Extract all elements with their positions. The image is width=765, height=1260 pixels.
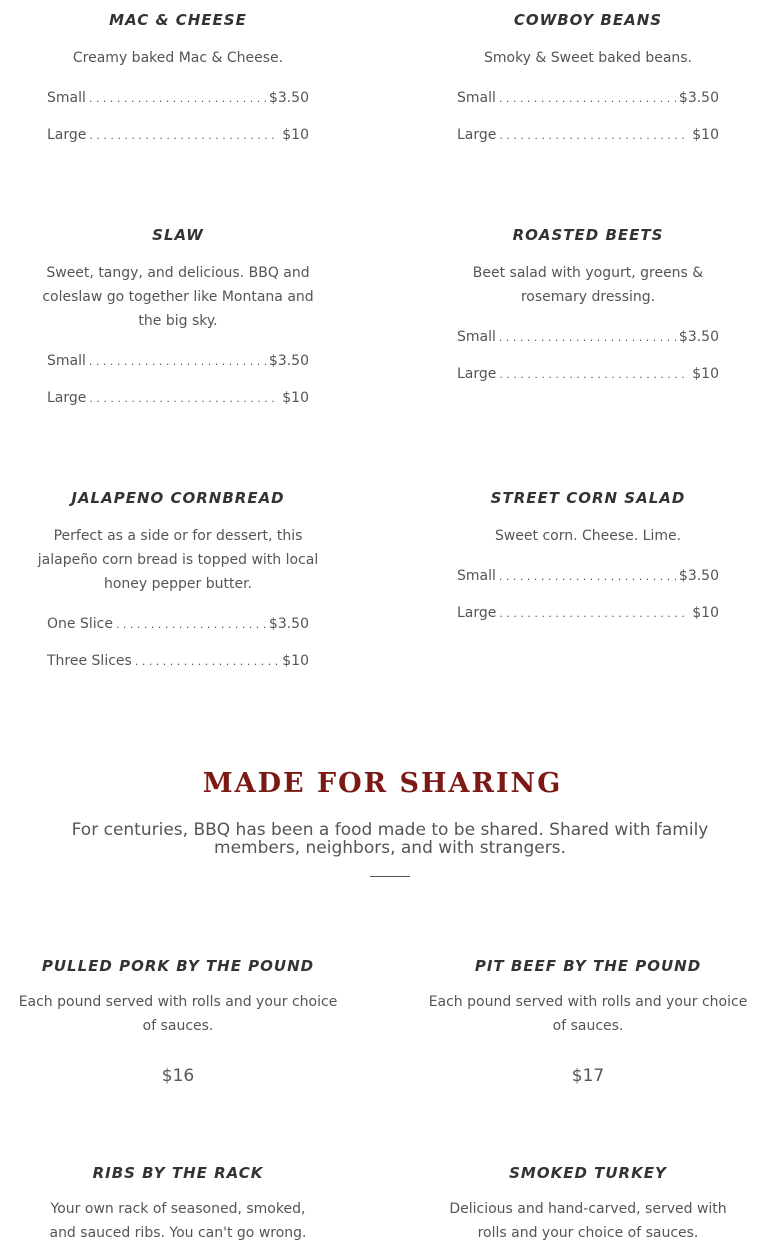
size-label: Small [457,568,496,584]
item-description: Your own rack of seasoned, smoked, and sauced ribs. You can't go wrong. [49,1201,307,1241]
price-row [47,343,309,380]
size-label: Large [457,605,497,621]
price-row [47,117,309,154]
item-description: Each pound served with rolls and your choice of sauces. [428,994,748,1034]
menu-item-smoked-turkey [423,1163,753,1245]
size-label: Small [457,329,496,345]
item-title: JALAPENO CORNBREAD [71,489,285,507]
price-row [457,595,719,632]
price-row [457,117,719,154]
price-row [47,606,309,643]
item-description: Sweet corn. Cheese. Lime. [494,528,682,544]
price-amount: $10 [692,127,719,143]
price-list [47,606,309,680]
item-description: Each pound served with rolls and your choice of sauces. [18,994,338,1034]
menu-item-mac-cheese [13,10,343,154]
menu-item-slaw [13,225,343,417]
price-amount: $3.50 [268,90,309,106]
price-amount: $10 [282,653,309,669]
size-label: Large [47,127,87,143]
item-description: Perfect as a side or for dessert, this jalapeño corn bread is topped with local honey pepper butter. [37,528,319,592]
price-list [457,80,719,154]
price-list [47,80,309,154]
price-row [457,319,719,356]
item-description: Creamy baked Mac & Cheese. [72,50,284,66]
price-list [457,319,719,393]
item-description: Beet salad with yogurt, greens & rosemary dressing. [472,265,704,305]
item-description: Smoky & Sweet baked beans. [483,50,693,66]
dot-leader [499,356,689,393]
item-title: STREET CORN SALAD [490,489,686,507]
item-title: RIBS BY THE RACK [92,1164,264,1182]
item-title: SLAW [152,226,204,244]
menu-item-street-corn-salad [423,488,753,632]
price-row [47,380,309,417]
section-title: MADE FOR SHARING [202,768,563,799]
size-label: One Slice [47,616,113,632]
item-title: MAC & CHEESE [109,11,247,29]
price-row [457,558,719,595]
size-label: Large [47,390,87,406]
size-label: Three Slices [47,653,132,669]
section-divider [370,876,410,877]
item-description: Delicious and hand-carved, served with rolls and your choice of sauces. [449,1201,727,1241]
price-row [47,643,309,680]
dot-leader [89,343,266,380]
dot-leader [89,380,279,417]
price-list [47,343,309,417]
price-amount: $10 [282,390,309,406]
menu-item-cowboy-beans [423,10,753,154]
price-amount: $3.50 [678,568,719,584]
dot-leader [499,558,676,595]
item-title: COWBOY BEANS [513,11,663,29]
menu-item-jalapeno-cornbread [13,488,343,680]
dot-leader [499,319,676,356]
dot-leader [116,606,266,643]
price-row [457,80,719,117]
item-title: SMOKED TURKEY [509,1164,667,1182]
dot-leader [89,117,279,154]
item-title: ROASTED BEETS [512,226,664,244]
price-amount: $10 [692,605,719,621]
menu-item-ribs [13,1163,343,1245]
price-amount: $3.50 [268,616,309,632]
dot-leader [499,117,689,154]
item-title: PIT BEEF BY THE POUND [474,957,702,975]
size-label: Small [457,90,496,106]
item-price: $17 [571,1066,605,1086]
item-title: PULLED PORK BY THE POUND [41,957,315,975]
price-amount: $3.50 [678,329,719,345]
price-amount: $10 [282,127,309,143]
price-list [457,558,719,632]
size-label: Small [47,353,86,369]
menu-item-pit-beef [423,956,753,1086]
size-label: Large [457,127,497,143]
size-label: Large [457,366,497,382]
price-amount: $10 [692,366,719,382]
dot-leader [499,80,676,117]
menu-item-roasted-beets [423,225,753,393]
dot-leader [89,80,266,117]
section-subtitle: For centuries, BBQ has been a food made to be shared. Shared with family members, neighbors, and with strangers. [71,820,709,858]
dot-leader [135,643,279,680]
dot-leader [499,595,689,632]
price-row [457,356,719,393]
menu-item-pulled-pork [13,956,343,1086]
item-description: Sweet, tangy, and delicious. BBQ and coleslaw go together like Montana and the big sky. [42,265,314,329]
item-price: $16 [161,1066,195,1086]
price-amount: $3.50 [268,353,309,369]
size-label: Small [47,90,86,106]
price-amount: $3.50 [678,90,719,106]
price-row [47,80,309,117]
